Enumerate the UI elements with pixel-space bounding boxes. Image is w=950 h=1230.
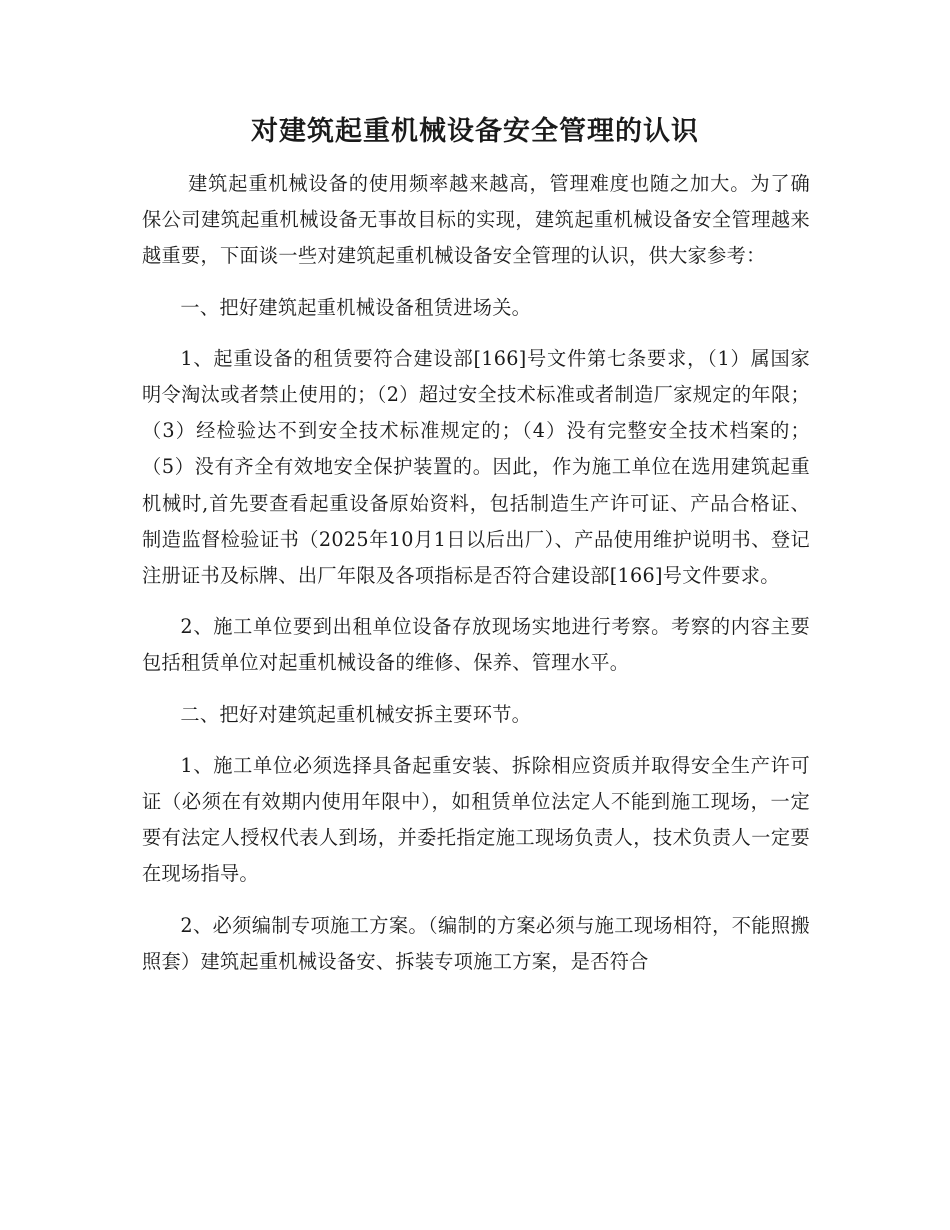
- section-heading-2: 二、把好对建筑起重机械安拆主要环节。: [180, 702, 532, 726]
- intro-paragraph: 建筑起重机械设备的使用频率越来越高，管理难度也随之加大。为了确保公司建筑起重机械设备无事故目标的实现，建筑起重机械设备安全管理越来越重要，下面谈一些对建筑起重机械设备安全管理的认识，供大家参考：: [142, 172, 810, 268]
- section-heading-1: 一、把好建筑起重机械设备租赁进场关。: [180, 295, 532, 319]
- paragraph-1-1: 1、起重设备的租赁要符合建设部[166]号文件第七条要求，（1）属国家明令淘汰或者禁止使用的；（2）超过安全技术标准或者制造厂家规定的年限；（3）经检验达不到安全技术标准规定的；（4）没有完整安全技术档案的；（5）没有齐全有效地安全保护装置的。因此，作为施工单位在选用建筑起重机械时,首先要查看起重设备原始资料，包括制造生产许可证、产品合格证、制造监督检验证书（2025年10月1日以后出厂）、产品使用维护说明书、登记注册证书及标牌、出厂年限及各项指标是否符合建设部[166]号文件要求。: [142, 346, 810, 588]
- paragraph-2-2: 2、必须编制专项施工方案。（编制的方案必须与施工现场相符，不能照搬照套）建筑起重机械设备安、拆装专项施工方案，是否符合: [142, 913, 810, 973]
- paragraph-1-2: 2、施工单位要到出租单位设备存放现场实地进行考察。考察的内容主要包括租赁单位对起重机械设备的维修、保养、管理水平。: [142, 615, 810, 675]
- document-title: 对建筑起重机械设备安全管理的认识: [251, 116, 699, 147]
- paragraph-2-1: 1、施工单位必须选择具备起重安装、拆除相应资质并取得安全生产许可证（必须在有效期内使用年限中），如租赁单位法定人不能到施工现场，一定要有法定人授权代表人到场，并委托指定施工现场负责人，技术负责人一定要在现场指导。: [142, 753, 810, 886]
- document-body: [142, 166, 810, 980]
